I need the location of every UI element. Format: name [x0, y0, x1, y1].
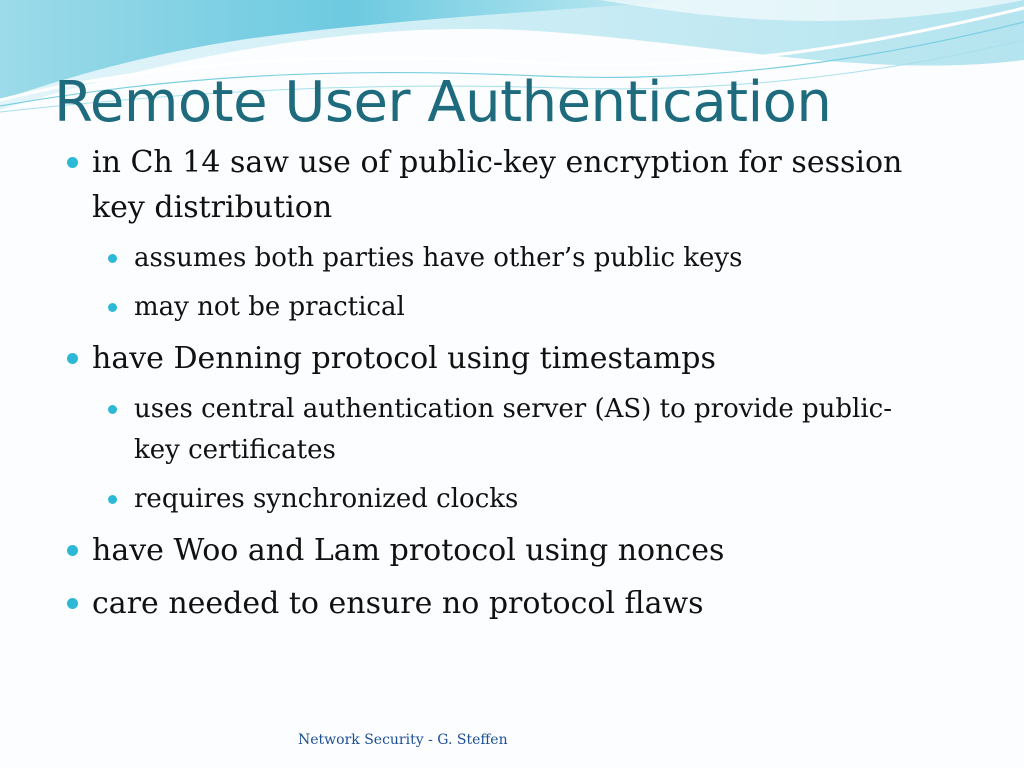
bullet-dot-icon — [67, 353, 78, 364]
slide-title: Remote User Authentication — [54, 70, 832, 135]
bullet-dot-icon — [108, 254, 117, 263]
bullet-dot-icon — [108, 405, 117, 414]
sub-bullet-text: may not be practical — [134, 292, 405, 322]
slide-footer: Network Security - G. Steffen — [298, 732, 508, 748]
bullet-dot-icon — [67, 598, 78, 609]
bullet-dot-icon — [67, 157, 78, 168]
bullet-text: care needed to ensure no protocol flaws — [92, 586, 704, 621]
sub-bullet-item — [60, 389, 894, 471]
sub-bullet-text: uses central authentication server (AS) to provide public-key certificates — [134, 394, 893, 465]
bullet-text: in Ch 14 saw use of public-key encryption for session key distribution — [92, 145, 903, 225]
bullet-dot-icon — [67, 545, 78, 556]
bullet-dot-icon — [108, 303, 117, 312]
sub-bullet-item — [60, 287, 960, 328]
bullet-item — [60, 528, 960, 573]
bullet-dot-icon — [108, 495, 117, 504]
bullet-text: have Woo and Lam protocol using nonces — [92, 533, 725, 568]
bullet-list — [60, 140, 960, 634]
sub-bullet-text: assumes both parties have other’s public keys — [134, 243, 743, 273]
bullet-item — [60, 336, 960, 381]
sub-bullet-text: requires synchronized clocks — [134, 484, 519, 514]
bullet-text: have Denning protocol using timestamps — [92, 341, 716, 376]
bullet-item — [60, 140, 960, 230]
sub-bullet-item — [60, 479, 960, 520]
sub-bullet-item — [60, 238, 960, 279]
bullet-item — [60, 581, 960, 626]
